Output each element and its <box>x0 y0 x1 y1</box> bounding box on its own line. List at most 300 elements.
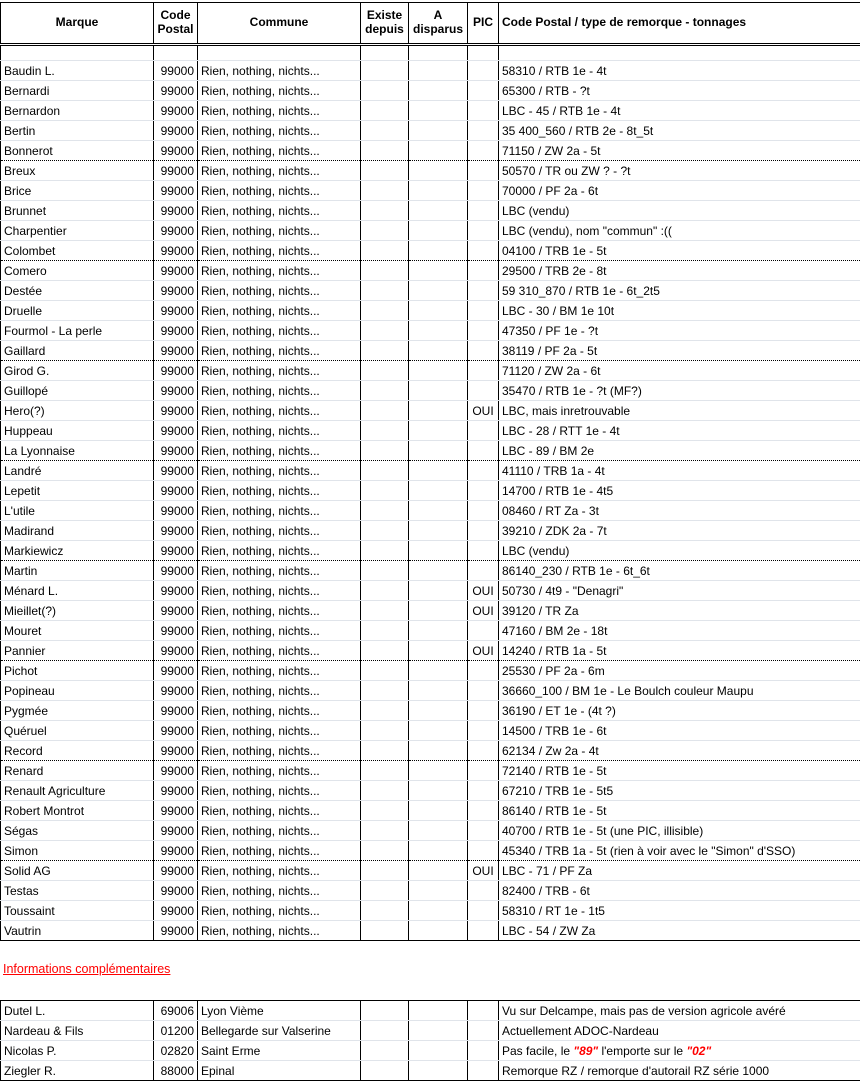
cell-a-disparus <box>409 481 468 501</box>
cell-commune: Rien, nothing, nichts... <box>198 921 361 941</box>
cell-marque: Huppeau <box>1 421 154 441</box>
cell-code-postal: 99000 <box>154 681 198 701</box>
spacer-cell <box>409 45 468 61</box>
table-row <box>1 61 860 81</box>
cell-pic <box>468 781 499 801</box>
cell-existe-depuis <box>361 581 409 601</box>
cell-note: 70000 / PF 2a - 6t <box>499 181 860 201</box>
cell-pic <box>468 521 499 541</box>
table-row <box>1 141 860 161</box>
cell-a-disparus <box>409 1061 468 1081</box>
cell-code-postal: 99000 <box>154 801 198 821</box>
cell-code-postal: 99000 <box>154 121 198 141</box>
cell-marque: Comero <box>1 261 154 281</box>
cell-a-disparus <box>409 181 468 201</box>
cell-marque: Bernardon <box>1 101 154 121</box>
table-row <box>1 401 860 421</box>
cell-note: 65300 / RTB - ?t <box>499 81 860 101</box>
cell-pic: OUI <box>468 641 499 661</box>
cell-commune: Rien, nothing, nichts... <box>198 161 361 181</box>
cell-marque: Nardeau & Fils <box>1 1021 154 1041</box>
cell-commune: Rien, nothing, nichts... <box>198 221 361 241</box>
cell-commune: Rien, nothing, nichts... <box>198 81 361 101</box>
cell-code-postal: 99000 <box>154 101 198 121</box>
cell-pic <box>468 361 499 381</box>
cell-code-postal: 99000 <box>154 721 198 741</box>
cell-existe-depuis <box>361 281 409 301</box>
cell-pic <box>468 741 499 761</box>
table-row <box>1 521 860 541</box>
table-row <box>1 601 860 621</box>
note-highlight: "89" <box>573 1043 599 1058</box>
cell-marque: La Lyonnaise <box>1 441 154 461</box>
cell-pic <box>468 621 499 641</box>
cell-note: 36660_100 / BM 1e - Le Boulch couleur Maupu <box>499 681 860 701</box>
cell-pic <box>468 321 499 341</box>
cell-existe-depuis <box>361 721 409 741</box>
cell-marque: Pannier <box>1 641 154 661</box>
cell-commune: Rien, nothing, nichts... <box>198 661 361 681</box>
cell-note: Vu sur Delcampe, mais pas de version agricole avéré <box>499 1001 860 1021</box>
cell-note: 14500 / TRB 1e - 6t <box>499 721 860 741</box>
cell-note: LBC (vendu), nom "commun" :(( <box>499 221 860 241</box>
cell-pic: OUI <box>468 601 499 621</box>
cell-marque: Mieillet(?) <box>1 601 154 621</box>
cell-note: 50730 / 4t9 - "Denagri" <box>499 581 860 601</box>
table-row <box>1 361 860 381</box>
cell-code-postal: 01200 <box>154 1021 198 1041</box>
cell-commune: Rien, nothing, nichts... <box>198 681 361 701</box>
cell-code-postal: 99000 <box>154 901 198 921</box>
cell-code-postal: 99000 <box>154 441 198 461</box>
spacer-cell <box>361 45 409 61</box>
cell-note: 39120 / TR Za <box>499 601 860 621</box>
col-header-a-disparus: A disparus <box>409 3 468 45</box>
cell-existe-depuis <box>361 221 409 241</box>
cell-pic <box>468 681 499 701</box>
cell-note: 50570 / TR ou ZW ? - ?t <box>499 161 860 181</box>
cell-a-disparus <box>409 581 468 601</box>
cell-existe-depuis <box>361 61 409 81</box>
cell-commune: Rien, nothing, nichts... <box>198 841 361 861</box>
cell-pic <box>468 201 499 221</box>
cell-marque: Ségas <box>1 821 154 841</box>
cell-pic <box>468 381 499 401</box>
cell-existe-depuis <box>361 321 409 341</box>
table-row <box>1 421 860 441</box>
cell-note: 59 310_870 / RTB 1e - 6t_2t5 <box>499 281 860 301</box>
cell-existe-depuis <box>361 661 409 681</box>
cell-existe-depuis <box>361 1021 409 1041</box>
col-header-commune: Commune <box>198 3 361 45</box>
cell-code-postal: 99000 <box>154 401 198 421</box>
cell-pic: OUI <box>468 861 499 881</box>
cell-code-postal: 99000 <box>154 241 198 261</box>
section-title: Informations complémentaires <box>3 962 171 976</box>
table-row <box>1 441 860 461</box>
cell-code-postal: 99000 <box>154 281 198 301</box>
cell-pic: OUI <box>468 581 499 601</box>
cell-commune: Rien, nothing, nichts... <box>198 541 361 561</box>
cell-marque: Brice <box>1 181 154 201</box>
cell-existe-depuis <box>361 201 409 221</box>
cell-code-postal: 99000 <box>154 821 198 841</box>
cell-code-postal: 99000 <box>154 781 198 801</box>
cell-commune: Rien, nothing, nichts... <box>198 341 361 361</box>
cell-existe-depuis <box>361 441 409 461</box>
cell-existe-depuis <box>361 741 409 761</box>
cell-existe-depuis <box>361 1041 409 1061</box>
cell-a-disparus <box>409 261 468 281</box>
cell-a-disparus <box>409 721 468 741</box>
cell-a-disparus <box>409 281 468 301</box>
cell-pic: OUI <box>468 401 499 421</box>
table-row <box>1 701 860 721</box>
cell-code-postal: 99000 <box>154 181 198 201</box>
cell-commune: Rien, nothing, nichts... <box>198 441 361 461</box>
cell-code-postal: 99000 <box>154 741 198 761</box>
cell-existe-depuis <box>361 121 409 141</box>
cell-existe-depuis <box>361 781 409 801</box>
cell-marque: Bonnerot <box>1 141 154 161</box>
cell-marque: Gaillard <box>1 341 154 361</box>
cell-pic <box>468 461 499 481</box>
cell-a-disparus <box>409 201 468 221</box>
cell-commune: Rien, nothing, nichts... <box>198 321 361 341</box>
extra-table <box>0 1000 860 1081</box>
cell-commune: Rien, nothing, nichts... <box>198 141 361 161</box>
spacer-row <box>1 45 860 61</box>
cell-a-disparus <box>409 901 468 921</box>
table-row <box>1 581 860 601</box>
cell-commune: Rien, nothing, nichts... <box>198 481 361 501</box>
cell-note: 35470 / RTB 1e - ?t (MF?) <box>499 381 860 401</box>
cell-a-disparus <box>409 701 468 721</box>
cell-existe-depuis <box>361 421 409 441</box>
cell-note: 41110 / TRB 1a - 4t <box>499 461 860 481</box>
cell-note: 58310 / RT 1e - 1t5 <box>499 901 860 921</box>
table-row <box>1 341 860 361</box>
cell-code-postal: 99000 <box>154 841 198 861</box>
cell-marque: Bernardi <box>1 81 154 101</box>
cell-note: LBC - 30 / BM 1e 10t <box>499 301 860 321</box>
cell-pic <box>468 701 499 721</box>
cell-commune: Rien, nothing, nichts... <box>198 601 361 621</box>
cell-commune: Rien, nothing, nichts... <box>198 881 361 901</box>
cell-commune: Rien, nothing, nichts... <box>198 701 361 721</box>
cell-marque: Dutel L. <box>1 1001 154 1021</box>
cell-marque: Nicolas P. <box>1 1041 154 1061</box>
cell-a-disparus <box>409 521 468 541</box>
cell-pic <box>468 441 499 461</box>
table-row <box>1 681 860 701</box>
cell-a-disparus <box>409 241 468 261</box>
cell-a-disparus <box>409 841 468 861</box>
cell-existe-depuis <box>361 241 409 261</box>
cell-marque: Ménard L. <box>1 581 154 601</box>
table-row <box>1 461 860 481</box>
cell-note: 39210 / ZDK 2a - 7t <box>499 521 860 541</box>
cell-code-postal: 99000 <box>154 701 198 721</box>
cell-marque: Vautrin <box>1 921 154 941</box>
table-row <box>1 221 860 241</box>
cell-a-disparus <box>409 1001 468 1021</box>
cell-a-disparus <box>409 141 468 161</box>
cell-marque: Guillopé <box>1 381 154 401</box>
cell-existe-depuis <box>361 101 409 121</box>
cell-marque: Girod G. <box>1 361 154 381</box>
cell-a-disparus <box>409 881 468 901</box>
cell-pic <box>468 1001 499 1021</box>
cell-existe-depuis <box>361 841 409 861</box>
cell-commune: Rien, nothing, nichts... <box>198 461 361 481</box>
cell-existe-depuis <box>361 181 409 201</box>
cell-marque: Robert Montrot <box>1 801 154 821</box>
spacer-cell <box>198 45 361 61</box>
cell-marque: Destée <box>1 281 154 301</box>
main-table <box>0 2 860 941</box>
table-row <box>1 841 860 861</box>
cell-existe-depuis <box>361 1001 409 1021</box>
table-row <box>1 761 860 781</box>
cell-a-disparus <box>409 801 468 821</box>
cell-existe-depuis <box>361 341 409 361</box>
cell-a-disparus <box>409 81 468 101</box>
cell-pic <box>468 121 499 141</box>
cell-existe-depuis <box>361 881 409 901</box>
cell-commune: Rien, nothing, nichts... <box>198 501 361 521</box>
cell-code-postal: 99000 <box>154 601 198 621</box>
cell-existe-depuis <box>361 821 409 841</box>
cell-marque: Testas <box>1 881 154 901</box>
cell-pic <box>468 921 499 941</box>
cell-code-postal: 99000 <box>154 421 198 441</box>
cell-commune: Rien, nothing, nichts... <box>198 821 361 841</box>
cell-code-postal: 99000 <box>154 221 198 241</box>
cell-commune: Rien, nothing, nichts... <box>198 801 361 821</box>
cell-marque: Simon <box>1 841 154 861</box>
cell-a-disparus <box>409 441 468 461</box>
cell-a-disparus <box>409 681 468 701</box>
cell-marque: Landré <box>1 461 154 481</box>
table-row <box>1 241 860 261</box>
table-row <box>1 101 860 121</box>
cell-pic <box>468 721 499 741</box>
cell-code-postal: 99000 <box>154 261 198 281</box>
cell-existe-depuis <box>361 521 409 541</box>
cell-note: LBC (vendu) <box>499 201 860 221</box>
cell-a-disparus <box>409 781 468 801</box>
cell-pic <box>468 1061 499 1081</box>
table-row <box>1 921 860 941</box>
cell-pic <box>468 901 499 921</box>
cell-code-postal: 99000 <box>154 921 198 941</box>
cell-pic <box>468 101 499 121</box>
cell-marque: Ziegler R. <box>1 1061 154 1081</box>
cell-pic <box>468 841 499 861</box>
cell-code-postal: 99000 <box>154 501 198 521</box>
cell-marque: Bertin <box>1 121 154 141</box>
cell-existe-depuis <box>361 901 409 921</box>
cell-marque: Pygmée <box>1 701 154 721</box>
table-row <box>1 861 860 881</box>
cell-note: 71120 / ZW 2a - 6t <box>499 361 860 381</box>
cell-a-disparus <box>409 301 468 321</box>
cell-a-disparus <box>409 121 468 141</box>
cell-existe-depuis <box>361 641 409 661</box>
table-row <box>1 301 860 321</box>
cell-commune: Rien, nothing, nichts... <box>198 361 361 381</box>
cell-commune: Rien, nothing, nichts... <box>198 521 361 541</box>
cell-existe-depuis <box>361 761 409 781</box>
table-row <box>1 621 860 641</box>
cell-marque: Martin <box>1 561 154 581</box>
cell-note: Actuellement ADOC-Nardeau <box>499 1021 860 1041</box>
cell-a-disparus <box>409 761 468 781</box>
cell-note: LBC (vendu) <box>499 541 860 561</box>
cell-note: 82400 / TRB - 6t <box>499 881 860 901</box>
note-highlight: "02" <box>686 1043 712 1058</box>
cell-note: 62134 / Zw 2a - 4t <box>499 741 860 761</box>
table-row <box>1 201 860 221</box>
cell-commune: Rien, nothing, nichts... <box>198 281 361 301</box>
cell-code-postal: 99000 <box>154 161 198 181</box>
cell-existe-depuis <box>361 601 409 621</box>
cell-pic <box>468 481 499 501</box>
cell-marque: Toussaint <box>1 901 154 921</box>
cell-commune: Lyon Vième <box>198 1001 361 1021</box>
table-row <box>1 661 860 681</box>
table-row <box>1 321 860 341</box>
cell-commune: Rien, nothing, nichts... <box>198 581 361 601</box>
cell-commune: Rien, nothing, nichts... <box>198 641 361 661</box>
cell-existe-depuis <box>361 481 409 501</box>
cell-pic <box>468 141 499 161</box>
table-row <box>1 1021 860 1041</box>
cell-a-disparus <box>409 321 468 341</box>
cell-a-disparus <box>409 561 468 581</box>
cell-note: 29500 / TRB 2e - 8t <box>499 261 860 281</box>
cell-pic <box>468 881 499 901</box>
cell-marque: Mouret <box>1 621 154 641</box>
cell-marque: Renard <box>1 761 154 781</box>
cell-note: 86140 / RTB 1e - 5t <box>499 801 860 821</box>
col-header-pic: PIC <box>468 3 499 45</box>
cell-note: 67210 / TRB 1e - 5t5 <box>499 781 860 801</box>
cell-commune: Rien, nothing, nichts... <box>198 901 361 921</box>
cell-commune: Epinal <box>198 1061 361 1081</box>
col-header-existe-depuis: Existe depuis <box>361 3 409 45</box>
cell-code-postal: 99000 <box>154 381 198 401</box>
spacer-cell <box>154 45 198 61</box>
table-row <box>1 801 860 821</box>
cell-marque: Pichot <box>1 661 154 681</box>
cell-existe-depuis <box>361 501 409 521</box>
cell-code-postal: 99000 <box>154 541 198 561</box>
table-row <box>1 161 860 181</box>
cell-existe-depuis <box>361 361 409 381</box>
table-row <box>1 481 860 501</box>
table-row <box>1 821 860 841</box>
cell-a-disparus <box>409 1021 468 1041</box>
table-row <box>1 561 860 581</box>
cell-code-postal: 99000 <box>154 861 198 881</box>
cell-pic <box>468 181 499 201</box>
cell-existe-depuis <box>361 561 409 581</box>
cell-marque: Baudin L. <box>1 61 154 81</box>
cell-code-postal: 99000 <box>154 321 198 341</box>
cell-code-postal: 99000 <box>154 521 198 541</box>
cell-a-disparus <box>409 621 468 641</box>
cell-commune: Rien, nothing, nichts... <box>198 421 361 441</box>
cell-code-postal: 99000 <box>154 461 198 481</box>
cell-code-postal: 69006 <box>154 1001 198 1021</box>
table-row <box>1 641 860 661</box>
cell-a-disparus <box>409 861 468 881</box>
cell-pic <box>468 541 499 561</box>
cell-existe-depuis <box>361 621 409 641</box>
cell-pic <box>468 241 499 261</box>
cell-code-postal: 99000 <box>154 201 198 221</box>
cell-pic <box>468 61 499 81</box>
cell-commune: Rien, nothing, nichts... <box>198 741 361 761</box>
table-row <box>1 501 860 521</box>
table-row <box>1 281 860 301</box>
cell-commune: Saint Erme <box>198 1041 361 1061</box>
note-text: Pas facile, le <box>502 1043 574 1058</box>
cell-pic <box>468 281 499 301</box>
spacer-cell <box>468 45 499 61</box>
cell-a-disparus <box>409 501 468 521</box>
table-row <box>1 781 860 801</box>
cell-pic <box>468 561 499 581</box>
cell-marque: Markiewicz <box>1 541 154 561</box>
cell-note: 36190 / ET 1e - (4t ?) <box>499 701 860 721</box>
cell-marque: Lepetit <box>1 481 154 501</box>
cell-existe-depuis <box>361 801 409 821</box>
cell-commune: Rien, nothing, nichts... <box>198 401 361 421</box>
cell-note: LBC, mais inretrouvable <box>499 401 860 421</box>
cell-a-disparus <box>409 221 468 241</box>
cell-pic <box>468 421 499 441</box>
cell-a-disparus <box>409 921 468 941</box>
cell-a-disparus <box>409 421 468 441</box>
cell-existe-depuis <box>361 861 409 881</box>
cell-code-postal: 99000 <box>154 581 198 601</box>
cell-code-postal: 99000 <box>154 361 198 381</box>
cell-existe-depuis <box>361 701 409 721</box>
cell-note: 47350 / PF 1e - ?t <box>499 321 860 341</box>
spacer-cell <box>499 45 860 61</box>
cell-existe-depuis <box>361 161 409 181</box>
cell-note: 40700 / RTB 1e - 5t (une PIC, illisible) <box>499 821 860 841</box>
cell-a-disparus <box>409 161 468 181</box>
cell-marque: Renault Agriculture <box>1 781 154 801</box>
cell-marque: Breux <box>1 161 154 181</box>
cell-a-disparus <box>409 641 468 661</box>
cell-code-postal: 99000 <box>154 621 198 641</box>
cell-marque: Fourmol - La perle <box>1 321 154 341</box>
cell-commune: Bellegarde sur Valserine <box>198 1021 361 1041</box>
cell-code-postal: 99000 <box>154 61 198 81</box>
cell-existe-depuis <box>361 381 409 401</box>
cell-pic <box>468 261 499 281</box>
cell-marque: Colombet <box>1 241 154 261</box>
cell-existe-depuis <box>361 141 409 161</box>
cell-code-postal: 99000 <box>154 481 198 501</box>
cell-marque: Popineau <box>1 681 154 701</box>
cell-note: 08460 / RT Za - 3t <box>499 501 860 521</box>
